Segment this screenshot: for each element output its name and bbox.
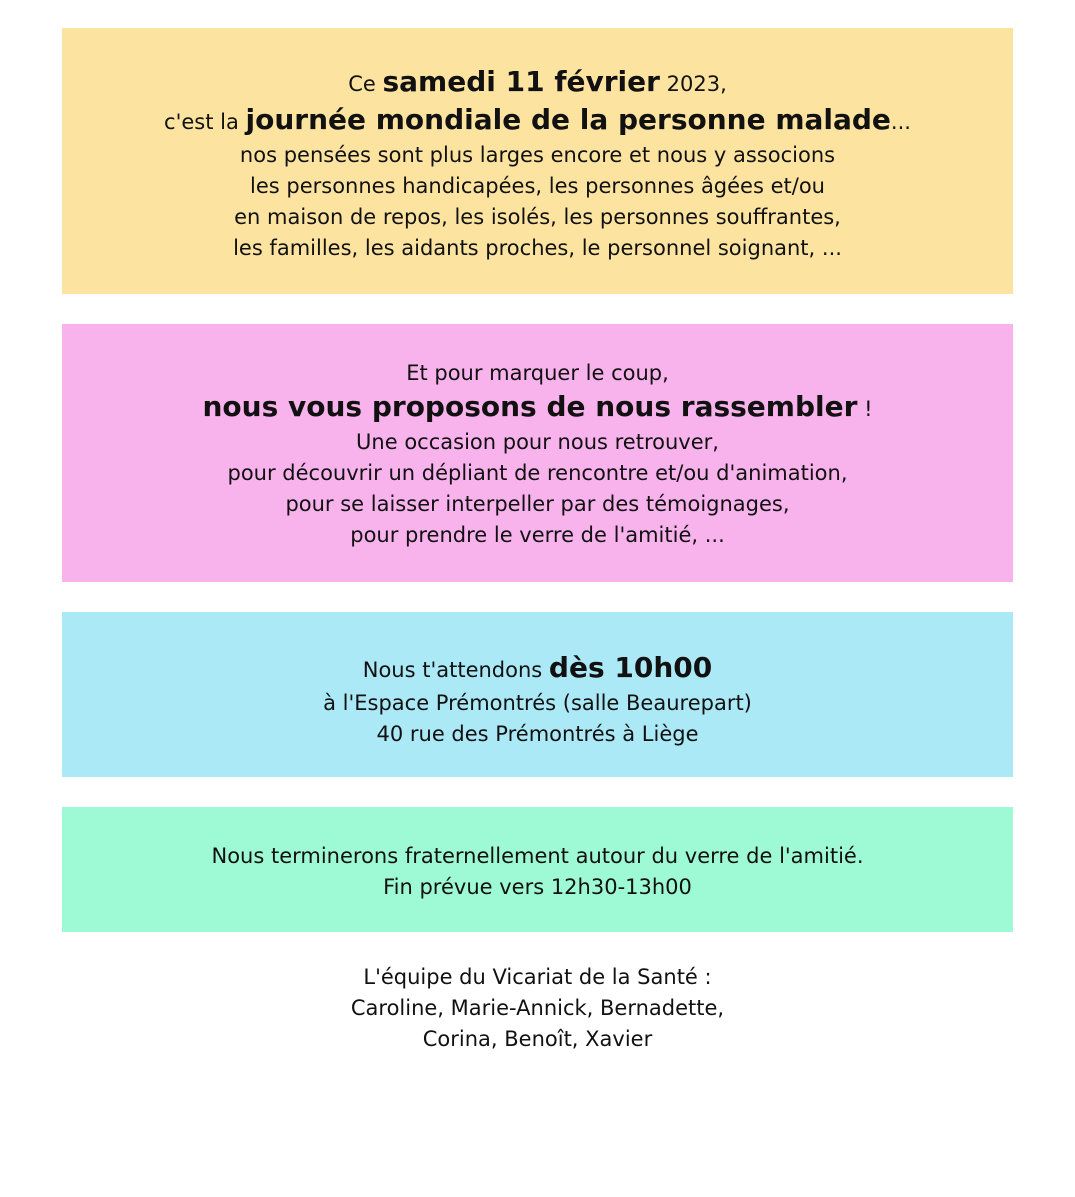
announcement-box-location bbox=[62, 612, 1013, 777]
text-line: les personnes handicapées, les personnes âgées et/ou bbox=[250, 174, 825, 198]
signature-line: Corina, Benoît, Xavier bbox=[422, 1027, 653, 1051]
date-line bbox=[62, 64, 1013, 102]
date-highlight: samedi 11 février bbox=[382, 65, 660, 98]
time-prefix: Nous t'attendons bbox=[362, 658, 549, 682]
text-line: pour découvrir un dépliant de rencontre et/ou d'animation, bbox=[227, 461, 848, 485]
time-highlight: dès 10h00 bbox=[548, 651, 713, 684]
text-line: nos pensées sont plus larges encore et nous y associons bbox=[239, 143, 836, 167]
theme-highlight: journée mondiale de la personne malade bbox=[245, 103, 891, 136]
signature-block bbox=[62, 962, 1013, 1055]
end-time-line: Fin prévue vers 12h30-13h00 bbox=[383, 875, 692, 899]
text-line: pour prendre le verre de l'amitié, ... bbox=[350, 523, 725, 547]
date-year: 2023, bbox=[659, 72, 727, 96]
address-line: 40 rue des Prémontrés à Liège bbox=[376, 722, 699, 746]
gathering-highlight: nous vous proposons de nous rassembler bbox=[202, 390, 858, 423]
gathering-suffix: ! bbox=[857, 397, 873, 421]
theme-suffix: ... bbox=[890, 110, 911, 134]
announcement-box-gathering bbox=[62, 324, 1013, 582]
theme-line bbox=[62, 102, 1013, 140]
theme-prefix: c'est la bbox=[164, 110, 246, 134]
venue-line: à l'Espace Prémontrés (salle Beaurepart) bbox=[323, 691, 752, 715]
time-line bbox=[62, 650, 1013, 688]
signature-line: L'équipe du Vicariat de la Santé : bbox=[363, 965, 712, 989]
announcement-box-closing bbox=[62, 807, 1013, 932]
closing-line: Nous terminerons fraternellement autour du verre de l'amitié. bbox=[211, 844, 864, 868]
text-line: les familles, les aidants proches, le personnel soignant, ... bbox=[233, 236, 842, 260]
date-prefix: Ce bbox=[348, 72, 383, 96]
text-line: pour se laisser interpeller par des témoignages, bbox=[285, 492, 790, 516]
text-line: en maison de repos, les isolés, les personnes souffrantes, bbox=[234, 205, 841, 229]
gathering-line bbox=[62, 389, 1013, 427]
signature-line: Caroline, Marie-Annick, Bernadette, bbox=[350, 996, 725, 1020]
announcement-box-date bbox=[62, 28, 1013, 294]
intro-line: Et pour marquer le coup, bbox=[406, 361, 669, 385]
text-line: Une occasion pour nous retrouver, bbox=[356, 430, 719, 454]
